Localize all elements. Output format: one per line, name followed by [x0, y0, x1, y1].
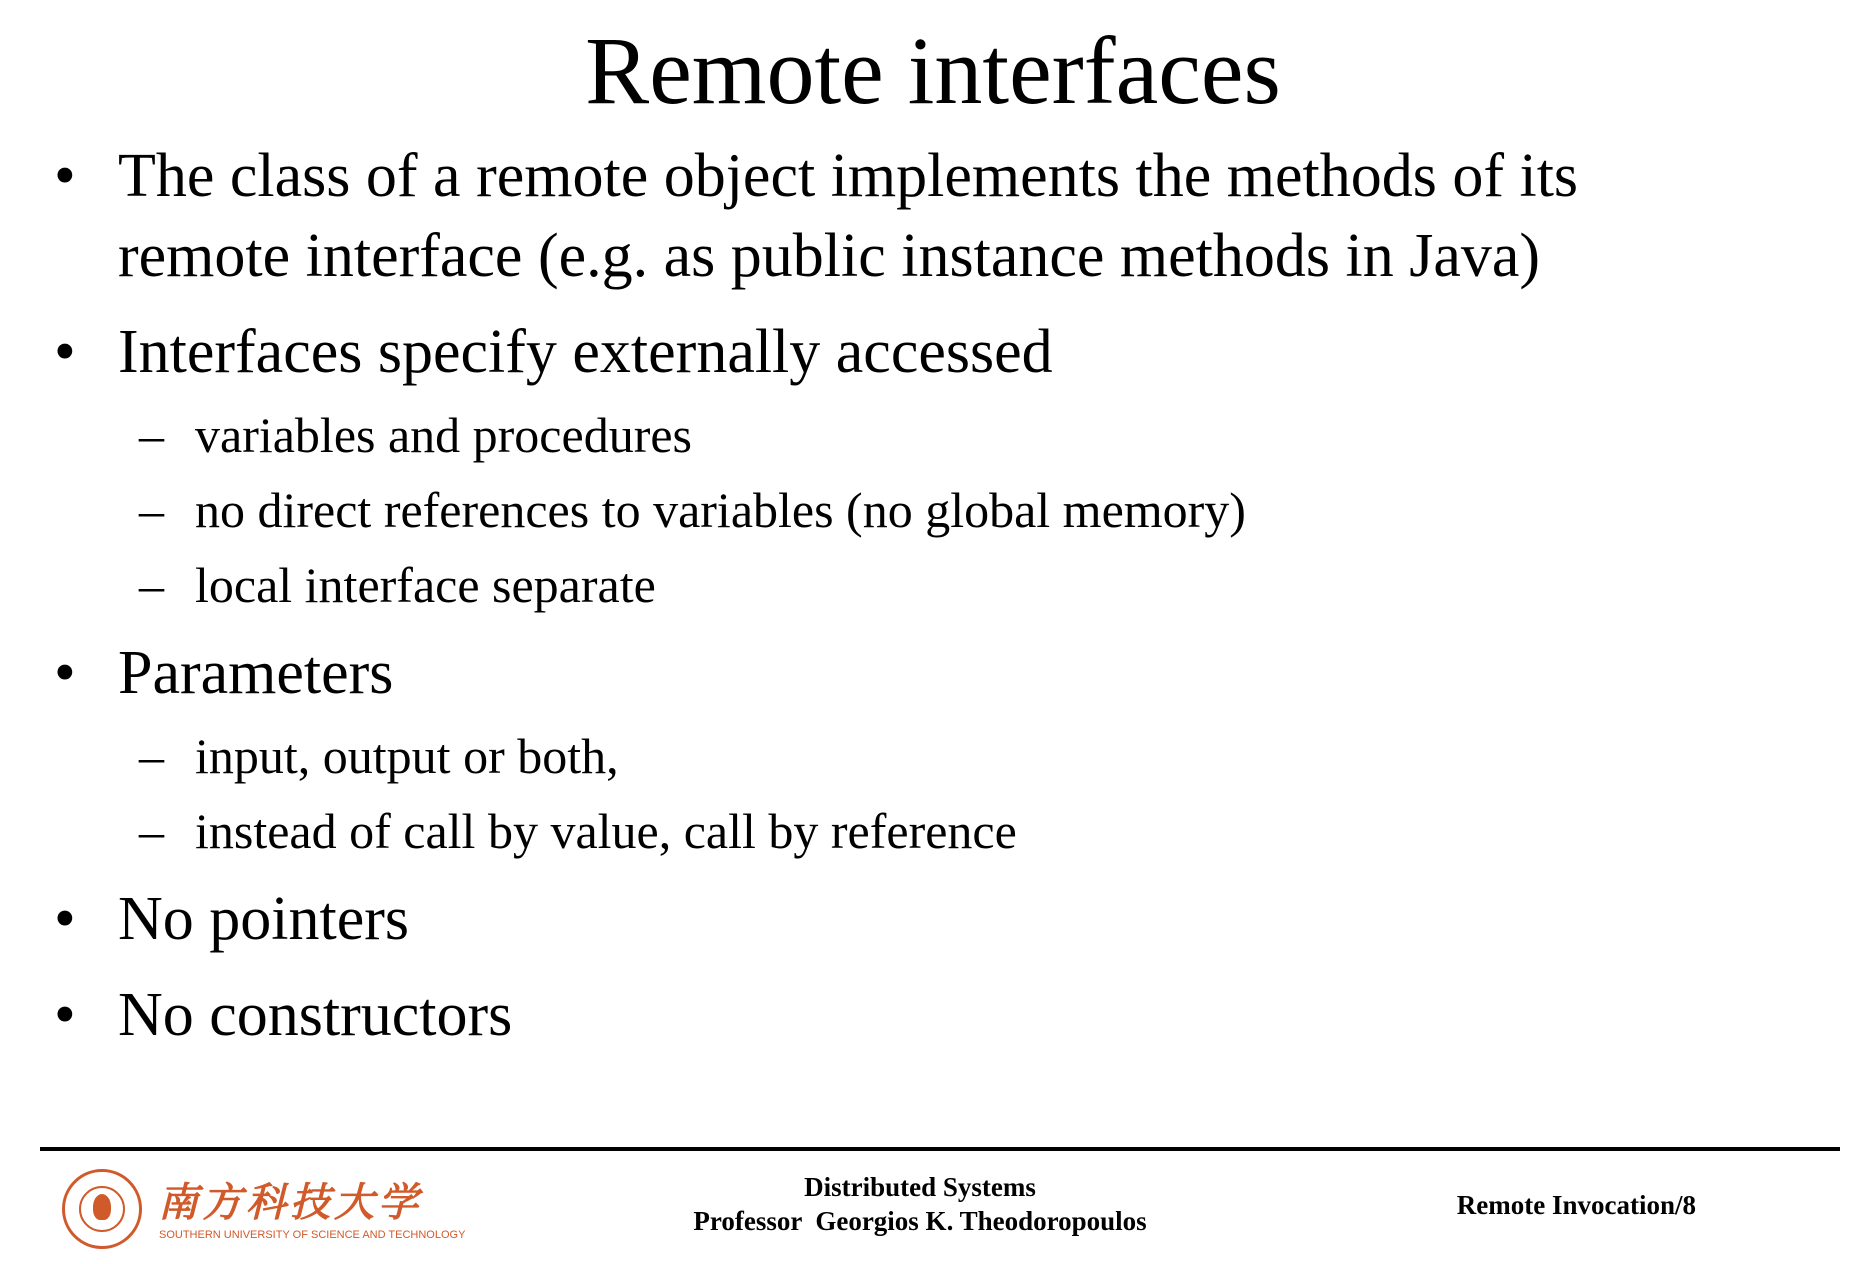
bullet-text: No constructors — [118, 981, 513, 1049]
dash-icon: – — [139, 482, 164, 538]
university-seal-icon — [62, 1169, 142, 1249]
sub-bullet-item — [54, 799, 1814, 863]
bullet-item — [54, 879, 1814, 959]
bullet-item — [54, 975, 1814, 1055]
bullet-item — [54, 312, 1814, 392]
seal-flame-icon — [93, 1194, 111, 1220]
bullet-item — [54, 633, 1814, 713]
bullet-icon: • — [54, 885, 76, 953]
bullet-icon: • — [54, 142, 76, 210]
sub-bullet-item — [54, 724, 1814, 788]
sub-bullet-text: variables and procedures — [195, 407, 692, 463]
sub-bullet-text: no direct references to variables (no global memory) — [195, 482, 1246, 538]
bullet-icon: • — [54, 639, 76, 707]
footer-course-info — [600, 1170, 1240, 1238]
bullet-text: Interfaces specify externally accessed — [118, 318, 1053, 386]
sub-bullet-text: local interface separate — [195, 557, 656, 613]
bullet-text: Parameters — [118, 639, 394, 707]
bullet-item — [54, 136, 1814, 296]
bullet-icon: • — [54, 981, 76, 1049]
footer-divider — [40, 1147, 1840, 1151]
bullet-text: The class of a remote object implements the methods of its — [118, 142, 1579, 210]
sub-bullet-item — [54, 553, 1814, 617]
dash-icon: – — [139, 803, 164, 859]
dash-icon: – — [139, 407, 164, 463]
bullet-icon: • — [54, 318, 76, 386]
logo-english-name: SOUTHERN UNIVERSITY OF SCIENCE AND TECHNOLOGY — [159, 1229, 466, 1241]
sub-bullet-item — [54, 403, 1814, 467]
sub-bullet-text: input, output or both, — [195, 728, 619, 784]
professor-name: Professor Georgios K. Theodoropoulos — [693, 1206, 1147, 1236]
slide-title: Remote interfaces — [585, 17, 1281, 124]
dash-icon: – — [139, 557, 164, 613]
course-name: Distributed Systems — [804, 1172, 1036, 1202]
page-reference: Remote Invocation/8 — [1456, 1190, 1696, 1220]
sub-bullet-item — [54, 478, 1814, 542]
bullet-list — [54, 136, 1814, 1055]
bullet-text: No pointers — [118, 885, 410, 953]
sub-bullet-text: instead of call by value, call by reference — [195, 803, 1017, 859]
university-logo — [62, 1169, 466, 1249]
bullet-text-continuation: remote interface (e.g. as public instance methods in Java) — [118, 222, 1541, 290]
dash-icon: – — [139, 728, 164, 784]
logo-chinese-name: 南方科技大学 — [158, 1179, 422, 1226]
